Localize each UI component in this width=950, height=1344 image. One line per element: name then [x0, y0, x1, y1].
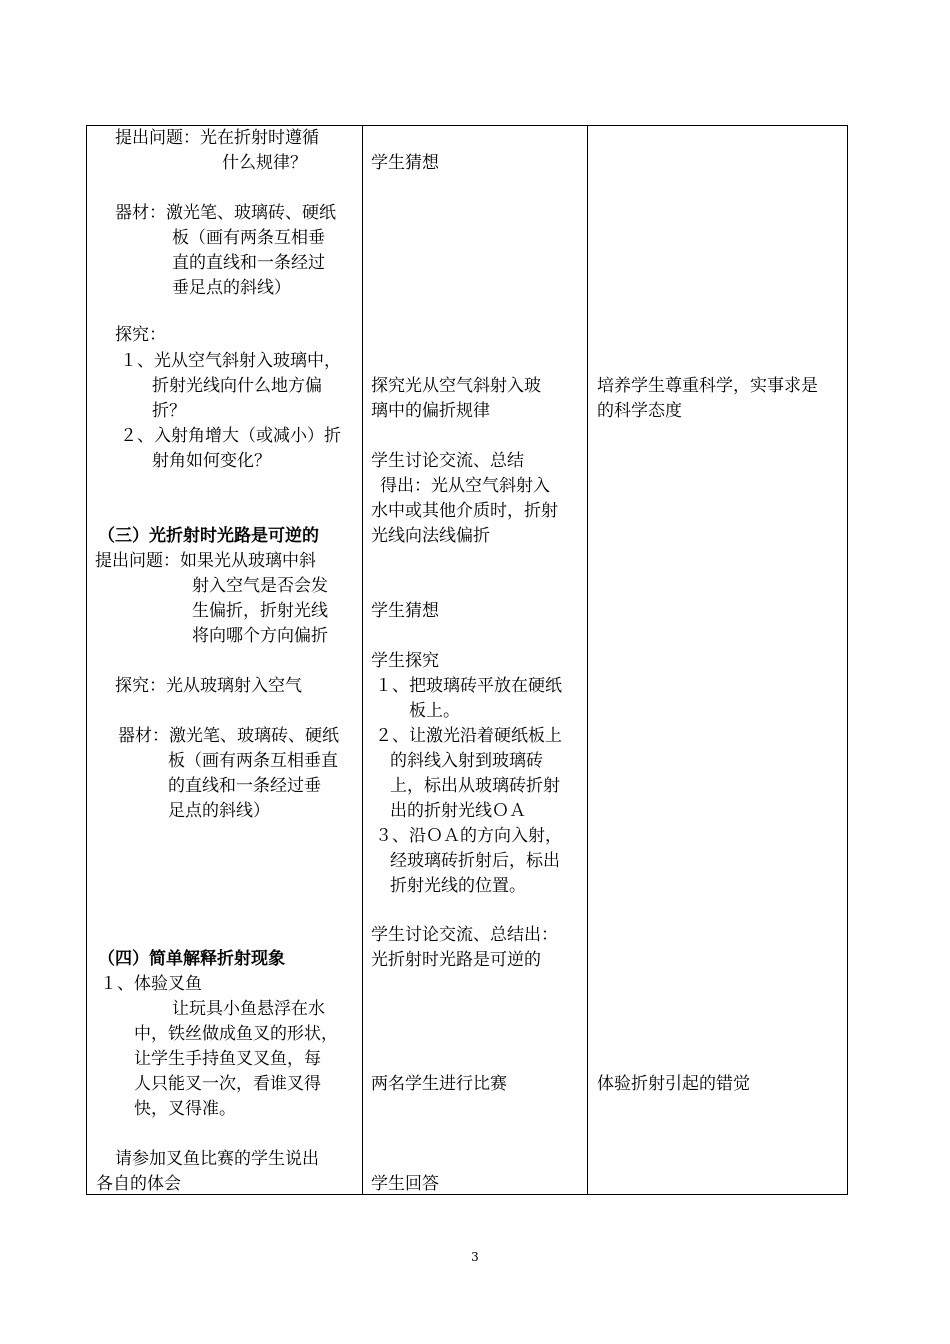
question-2-line-2: 射入空气是否会发	[192, 576, 328, 596]
column-divider-1	[362, 125, 363, 1195]
student-guess-1: 学生猜想	[371, 153, 439, 173]
explore-item-2-line-2: 射角如何变化？	[152, 451, 271, 471]
step-3-line-2: 经玻璃砖折射后，标出	[390, 851, 560, 871]
question-2-line-3: 生偏折，折射光线	[192, 601, 328, 621]
student-discuss-2-line-2: 光折射时光路是可逆的	[371, 950, 541, 970]
conclusion-1-line-1: 得出：光从空气斜射入	[380, 476, 550, 496]
step-2-line-3: 上，标出从玻璃砖折射	[390, 776, 560, 796]
page-number: 3	[471, 1250, 479, 1264]
student-answer: 学生回答	[371, 1174, 439, 1194]
question-2-line-1: 提出问题：如果光从玻璃中斜	[95, 551, 316, 571]
step-1-line-2: 板上。	[409, 701, 460, 721]
fish-line-2: 中，铁丝做成鱼叉的形状，	[134, 1024, 338, 1044]
question-1-line-2: 什么规律？	[222, 153, 307, 173]
section-3-title: （三）光折射时光路是可逆的	[98, 526, 319, 546]
item-1-title: １、体验叉鱼	[100, 974, 202, 994]
fish-line-5: 快，叉得准。	[134, 1099, 236, 1119]
explore-item-1-line-1: １、光从空气斜射入玻璃中，	[120, 351, 341, 371]
step-2-line-4: 出的折射光线ＯＡ	[390, 801, 526, 821]
equipment-2-line-3: 的直线和一条经过垂	[168, 776, 321, 796]
equipment-2-line-2: 板（画有两条互相垂直	[168, 751, 338, 771]
conclusion-1-line-3: 光线向法线偏折	[371, 526, 490, 546]
explore-label: 探究：	[115, 325, 166, 345]
question-1-line-1: 提出问题：光在折射时遵循	[115, 128, 319, 148]
explore-item-2-line-1: ２、入射角增大（或减小）折	[120, 426, 341, 446]
step-2-line-2: 的斜线入射到玻璃砖	[390, 751, 543, 771]
step-2-line-1: ２、让激光沿着硬纸板上	[375, 726, 562, 746]
fish-line-4: 人只能叉一次，看谁叉得	[134, 1074, 321, 1094]
fish-line-1: 让玩具小鱼悬浮在水	[172, 999, 325, 1019]
equipment-2-line-1: 器材：激光笔、玻璃砖、硬纸	[118, 726, 339, 746]
explore-item-1-line-2: 折射光线向什么地方偏	[152, 376, 322, 396]
goal-1-line-1: 培养学生尊重科学，实事求是	[597, 376, 818, 396]
equipment-1-line-1: 器材：激光笔、玻璃砖、硬纸	[115, 203, 336, 223]
equipment-1-line-3: 直的直线和一条经过	[172, 253, 325, 273]
conclusion-1-line-2: 水中或其他介质时，折射	[371, 501, 558, 521]
section-4-title: （四）简单解释折射现象	[98, 949, 285, 969]
student-discuss-2-line-1: 学生讨论交流、总结出：	[371, 925, 558, 945]
step-3-line-1: ３、沿ＯＡ的方向入射，	[375, 826, 562, 846]
step-1-line-1: １、把玻璃砖平放在硬纸	[375, 676, 562, 696]
goal-2: 体验折射引起的错觉	[597, 1074, 750, 1094]
explore-rule-line-2: 璃中的偏折规律	[371, 401, 490, 421]
ask-line-2: 各自的体会	[96, 1174, 181, 1194]
student-compete: 两名学生进行比赛	[371, 1074, 507, 1094]
fish-line-3: 让学生手持鱼叉叉鱼，每	[134, 1049, 321, 1069]
column-divider-2	[587, 125, 588, 1195]
step-3-line-3: 折射光线的位置。	[390, 876, 526, 896]
equipment-1-line-2: 板（画有两条互相垂	[172, 228, 325, 248]
student-explore-title: 学生探究	[371, 651, 439, 671]
explore-rule-line-1: 探究光从空气斜射入玻	[371, 376, 541, 396]
equipment-1-line-4: 垂足点的斜线）	[172, 278, 291, 298]
student-discuss-1: 学生讨论交流、总结	[371, 451, 524, 471]
explore-2: 探究：光从玻璃射入空气	[115, 676, 302, 696]
ask-line-1: 请参加叉鱼比赛的学生说出	[115, 1149, 319, 1169]
student-guess-2: 学生猜想	[371, 601, 439, 621]
equipment-2-line-4: 足点的斜线）	[168, 801, 270, 821]
explore-item-1-line-3: 折？	[152, 401, 186, 421]
goal-1-line-2: 的科学态度	[597, 401, 682, 421]
question-2-line-4: 将向哪个方向偏折	[192, 626, 328, 646]
